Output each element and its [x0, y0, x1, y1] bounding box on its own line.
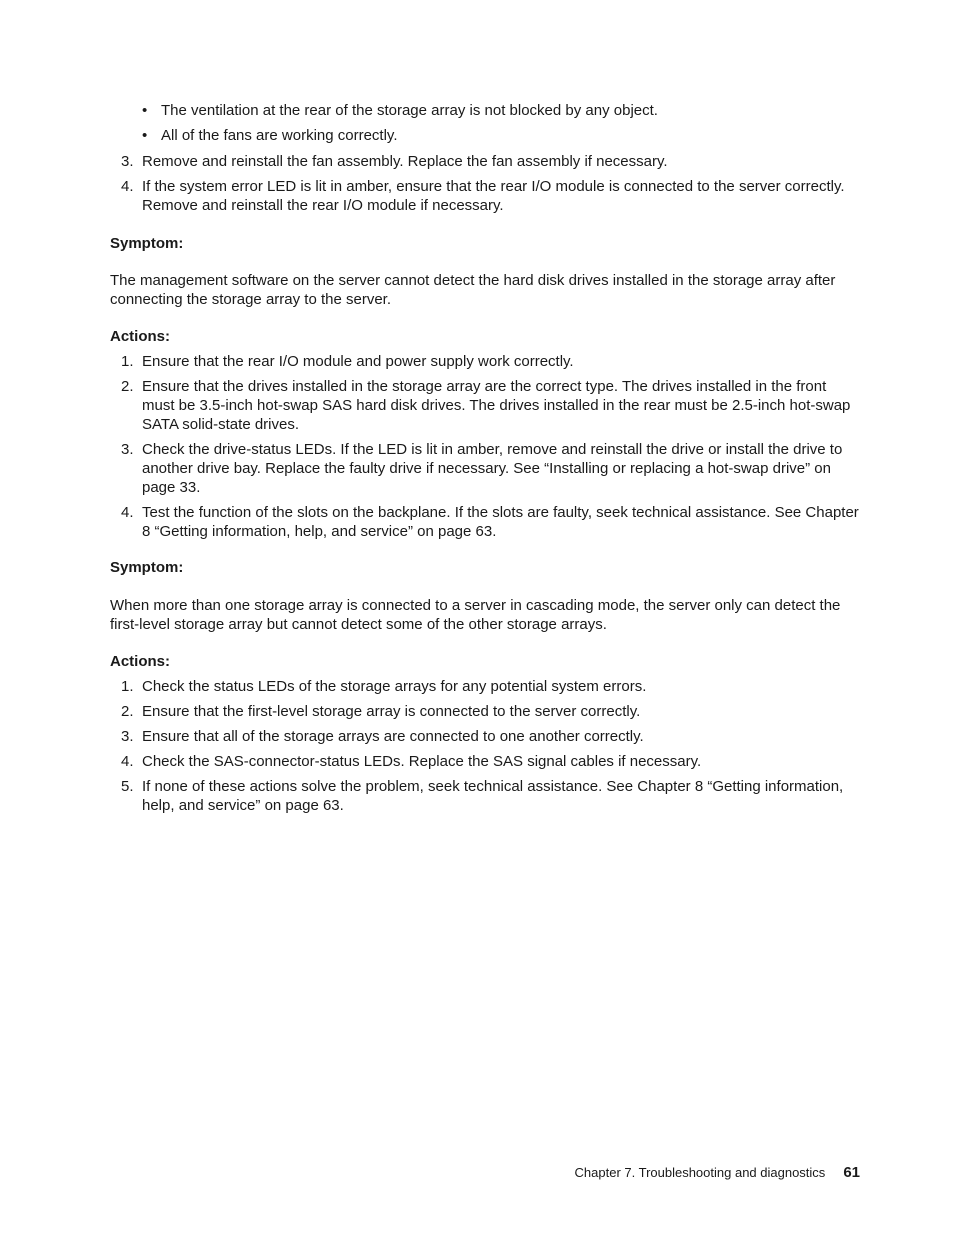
step-text: Ensure that the rear I/O module and power supply work correctly.	[142, 353, 574, 370]
page-number: 61	[843, 1164, 860, 1181]
symptom-heading: Symptom:	[110, 559, 184, 576]
list-item	[110, 177, 860, 215]
step-number: 5.	[121, 778, 134, 795]
symptom-text: When more than one storage array is connected to a server in cascading mode, the server only can detect the first-level storage array but cannot detect some of the other storage arrays.	[110, 597, 841, 633]
list-item	[110, 677, 860, 696]
top-step-list	[110, 152, 860, 221]
list-item	[142, 101, 860, 120]
step-number: 3.	[121, 728, 134, 745]
list-item	[110, 377, 860, 434]
bullet-text: All of the fans are working correctly.	[161, 127, 398, 144]
step-text: Ensure that all of the storage arrays are connected to one another correctly.	[142, 728, 644, 745]
step-text: Check the SAS-connector-status LEDs. Replace the SAS signal cables if necessary.	[142, 753, 702, 770]
actions-heading: Actions:	[110, 653, 170, 670]
step-number: 4.	[121, 753, 134, 770]
step-number: 3.	[121, 153, 134, 170]
top-bullet-list	[142, 101, 860, 151]
step-number: 4.	[121, 178, 134, 195]
list-item	[110, 352, 860, 371]
chapter-title: Chapter 7. Troubleshooting and diagnostics	[574, 1165, 826, 1180]
bullet-text: The ventilation at the rear of the storage array is not blocked by any object.	[161, 102, 658, 119]
step-number: 1.	[121, 678, 134, 695]
list-item	[110, 752, 860, 771]
step-number: 2.	[121, 378, 134, 395]
list-item	[142, 126, 860, 145]
step-text: Check the drive-status LEDs. If the LED is lit in amber, remove and reinstall the drive or install the drive to another drive bay. Replace the faulty drive if necessary. See “Installing or replacing a hot-swap drive” on page 33.	[142, 441, 843, 496]
actions-list	[110, 677, 860, 821]
page-footer	[575, 1163, 860, 1182]
step-number: 4.	[121, 504, 134, 521]
step-number: 1.	[121, 353, 134, 370]
list-item	[110, 503, 860, 541]
symptom-text: The management software on the server cannot detect the hard disk drives installed in the storage array after connecting the storage array to the server.	[110, 272, 836, 308]
list-item	[110, 777, 860, 815]
list-item	[110, 702, 860, 721]
bullet-icon: •	[142, 127, 148, 144]
step-text: Test the function of the slots on the backplane. If the slots are faulty, seek technical assistance. See Chapter 8 “Getting information, help, and service” on page 63.	[142, 504, 859, 540]
list-item	[110, 727, 860, 746]
step-text: If the system error LED is lit in amber, ensure that the rear I/O module is connected to the server correctly. Remove and reinstall the rear I/O module if necessary.	[142, 178, 845, 214]
step-text: If none of these actions solve the problem, seek technical assistance. See Chapter 8 “Getting information, help, and service” on page 63.	[142, 778, 844, 814]
step-text: Check the status LEDs of the storage arrays for any potential system errors.	[142, 678, 647, 695]
step-text: Ensure that the first-level storage array is connected to the server correctly.	[142, 703, 641, 720]
step-text: Remove and reinstall the fan assembly. Replace the fan assembly if necessary.	[142, 153, 668, 170]
symptom-heading: Symptom:	[110, 235, 184, 252]
list-item	[110, 440, 860, 497]
actions-list	[110, 352, 860, 547]
step-text: Ensure that the drives installed in the storage array are the correct type. The drives installed in the front must be 3.5-inch hot-swap SAS hard disk drives. The drives installed in the rear must be 2.5-inch hot-swap SATA solid-state drives.	[142, 378, 851, 433]
step-number: 3.	[121, 441, 134, 458]
list-item	[110, 152, 860, 171]
step-number: 2.	[121, 703, 134, 720]
bullet-icon: •	[142, 102, 148, 119]
actions-heading: Actions:	[110, 328, 170, 345]
